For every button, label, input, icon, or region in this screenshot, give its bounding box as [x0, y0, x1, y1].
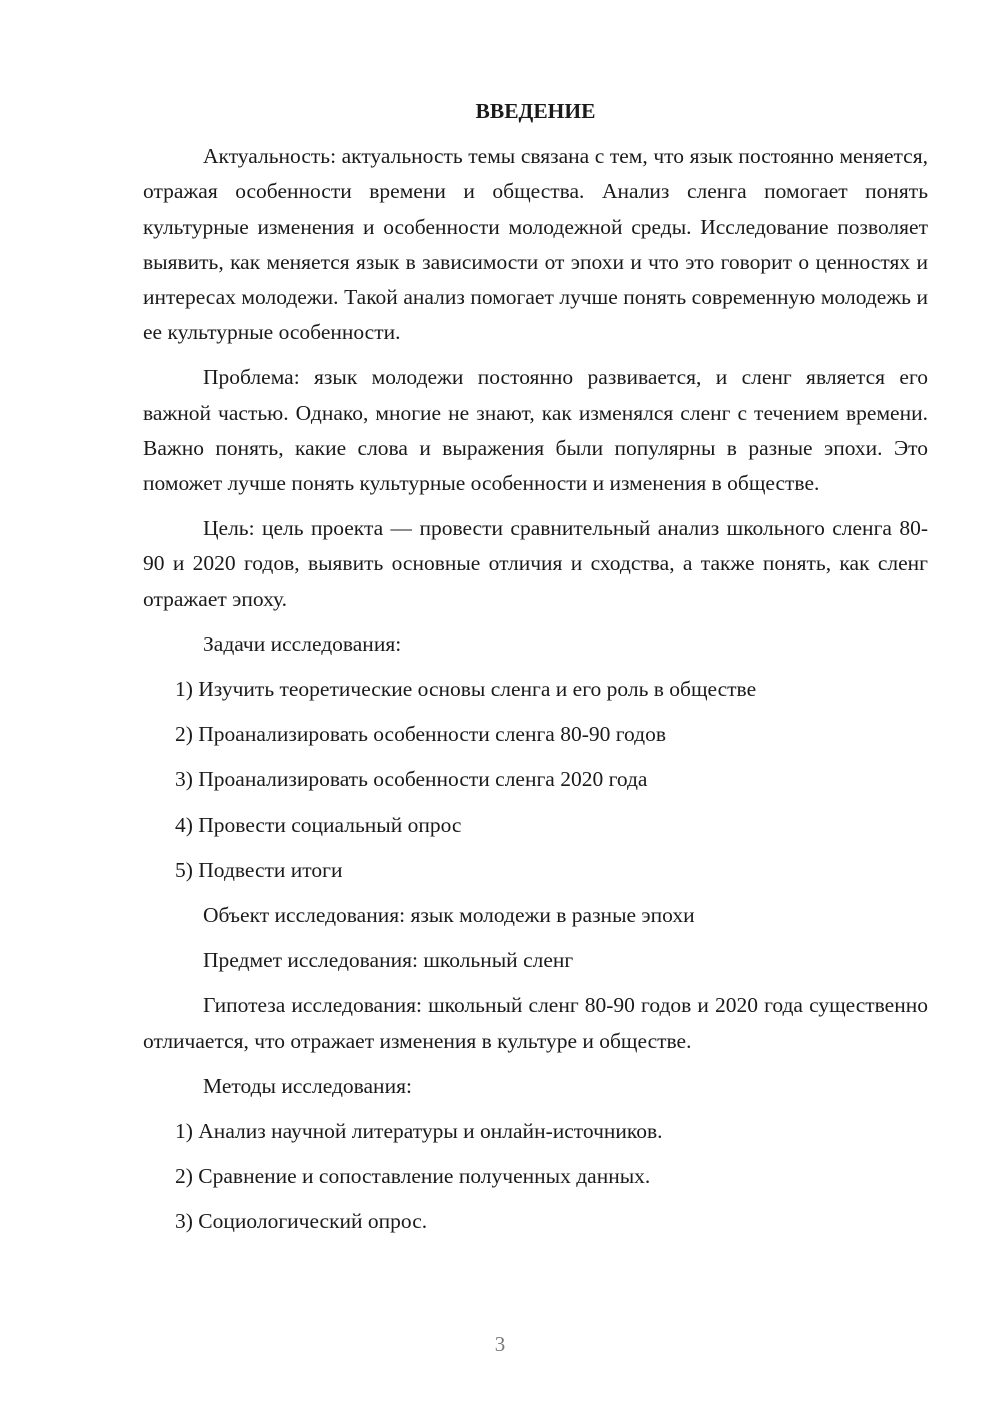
problem-paragraph: Проблема: язык молодежи постоянно развивается, и сленг является его важной частью. Однако, многие не знают, как изменялся сленг с течением времени. Важно понять, какие слова и выражения были популярны в разные эпохи. Это поможет лучше понять культурные особенности и изменения в обществе.	[143, 365, 928, 496]
methods-heading: Методы исследования:	[203, 1073, 412, 1098]
task-item: 2) Проанализировать особенности сленга 80-90 годов	[175, 722, 666, 747]
hypothesis-paragraph: Гипотеза исследования: школьный сленг 80-90 годов и 2020 года существенно отличается, что отражает изменения в культуре и обществе.	[143, 993, 928, 1053]
page-number: 3	[494, 1332, 506, 1356]
method-item: 1) Анализ научной литературы и онлайн-источников.	[175, 1119, 663, 1144]
method-item: 2) Сравнение и сопоставление полученных данных.	[175, 1164, 651, 1189]
task-item: 1) Изучить теоретические основы сленга и его роль в обществе	[175, 677, 757, 702]
relevance-paragraph: Актуальность: актуальность темы связана с тем, что язык постоянно меняется, отражая особенности времени и общества. Анализ сленга помогает понять культурные изменения и особенности молодежной среды. Исследование позволяет выявить, как меняется язык в зависимости от эпохи и что это говорит о ценностях и интересах молодежи. Такой анализ помогает лучше понять современную молодежь и ее культурные особенности.	[143, 144, 928, 345]
goal-paragraph: Цель: цель проекта — провести сравнительный анализ школьного сленга 80-90 и 2020 годов, выявить основные отличия и сходства, а также понять, как сленг отражает эпоху.	[143, 516, 928, 611]
task-item: 3) Проанализировать особенности сленга 2020 года	[175, 767, 648, 792]
task-item: 5) Подвести итоги	[175, 857, 343, 882]
tasks-heading: Задачи исследования:	[203, 631, 402, 656]
page-title: ВВЕДЕНИЕ	[475, 99, 596, 123]
document-page	[143, 94, 928, 1250]
subject-line: Предмет исследования: школьный сленг	[203, 948, 574, 973]
object-line: Объект исследования: язык молодежи в разные эпохи	[203, 903, 695, 928]
method-item: 3) Социологический опрос.	[175, 1209, 428, 1234]
task-item: 4) Провести социальный опрос	[175, 812, 462, 837]
